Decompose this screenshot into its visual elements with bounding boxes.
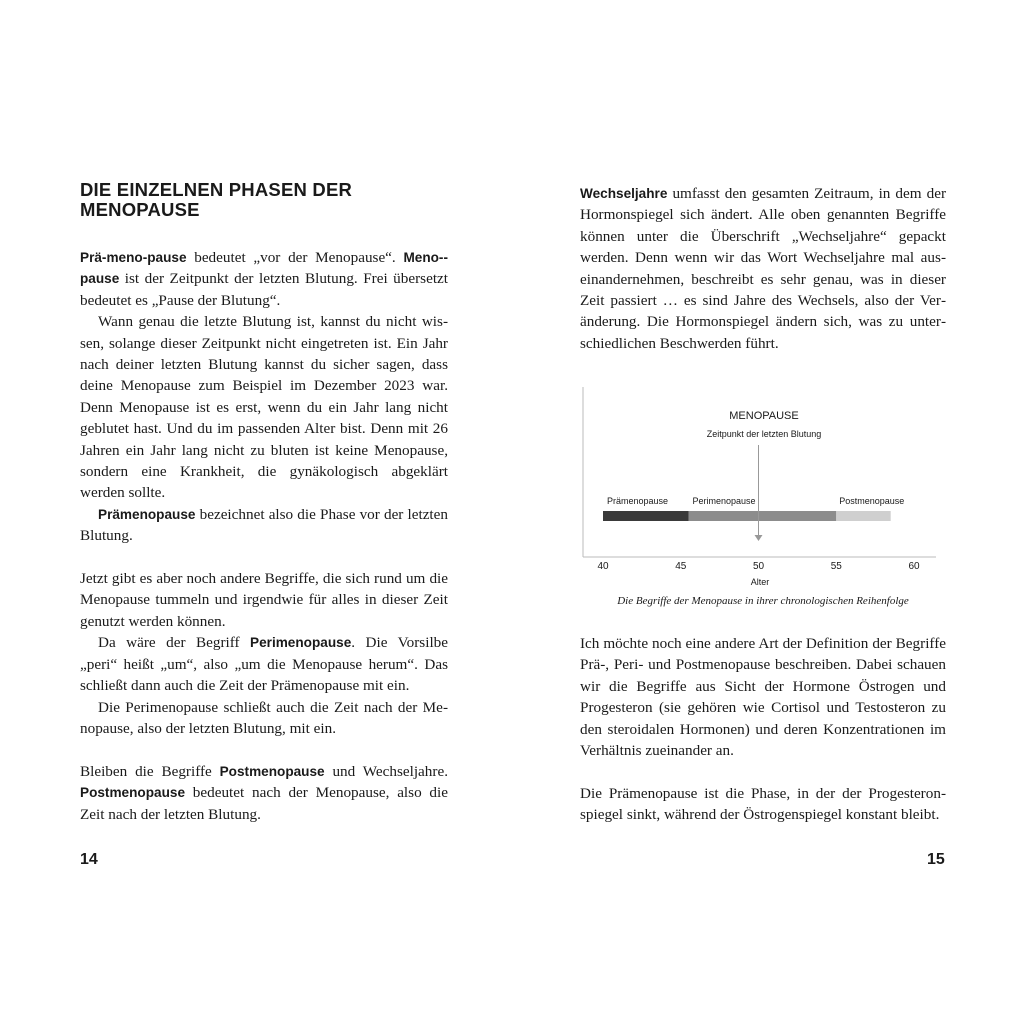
text: und Wechseljahre.: [324, 762, 448, 780]
paragraph-postmenopause: [80, 761, 448, 825]
term-perimenopause: Perimenopause: [250, 635, 352, 651]
text: Bleiben die Begriffe: [80, 762, 220, 780]
text: umfasst den gesamten Zeitraum, in dem der Hormonspiegel sich ändert. Alle oben genannten Begriffe können unter die Überschrift „Wechseljahre“ gepackt werden. Denn wenn wir das Wort Wechseljahre mal auseinandernehmen, beschreibt es sehr genau, was in dieser Zeit passiert … es sind Jahre des Wechsels, also der Veränderung. Die Hormonspiegel ändern sich, was zu unterschiedlichen Beschwerden führt.: [580, 185, 946, 352]
menopause-marker-arrow: [755, 535, 763, 541]
chapter-heading-line-2: MENOPAUSE: [80, 199, 200, 220]
text: ist der Zeitpunkt der letzten Blutung. Frei übersetzt bedeutet es „Pause der Blutung“.: [80, 270, 448, 309]
left-page-body: [80, 247, 448, 825]
paragraph-praemenopause-hormones: Die Prämenopause ist die Phase, in der der Progesteronspiegel sinkt, während der Östrogenspiegel konstant bleibt.: [580, 784, 946, 824]
term-postmenopause: Postmenopause: [80, 785, 185, 801]
segment-label-perimenopause: Perimenopause: [692, 496, 756, 506]
x-axis-label: Alter: [750, 577, 770, 585]
marker-title: MENOPAUSE: [729, 410, 799, 422]
term-postmenopause: Postmenopause: [219, 763, 325, 779]
term-wechseljahre: Wechseljahre: [580, 186, 668, 201]
page-number-left: 14: [80, 851, 98, 868]
x-tick-label: 50: [752, 561, 765, 572]
figure-caption: Die Begriffe der Menopause in ihrer chronologischen Reihenfolge: [617, 595, 909, 607]
x-tick-label: 60: [908, 561, 920, 572]
paragraph-perimenopause: [80, 632, 448, 696]
segment-label-postmenopause: Postmenopause: [839, 496, 905, 506]
term-praemenopause: Prä-meno-pause: [80, 250, 187, 265]
paragraph-praemenopause-summary: [80, 504, 448, 547]
term-menopause: Meno-pause: [80, 250, 448, 287]
segment-bar-perimenopause: [689, 511, 837, 521]
right-page-body-bottom: [580, 633, 946, 826]
paragraph-menopause-timing: Wann genau die letzte Blutung ist, kannst du nicht wissen, solange dieser Zeitpunkt nicht eingetreten ist. Ein Jahr nach deiner letzten Blutung kannst du sicher sagen, dass deine Menopause zum Beispiel im Dezember 2023 war. Denn Menopause ist es erst, wenn du ein Jahr lang nicht geblutet hast. Und du im passenden Alter bist. Denn mit 26 Jahren ein Jahr lang nicht zu bluten ist keine Menopause, sondern eine Krankheit, die gynäkologisch abgeklärt werden sollte.: [80, 313, 448, 502]
chapter-heading: [80, 180, 448, 220]
menopause-timeline-figure: [580, 385, 946, 585]
text: bezeichnet also die Phase vor der letzten Blutung.: [80, 505, 448, 545]
timeline-chart: [580, 385, 946, 585]
segment-label-prämenopause: Prämenopause: [607, 496, 669, 506]
page-number-right: 15: [927, 851, 945, 868]
marker-subtitle: Zeitpunkt der letzten Blutung: [706, 429, 822, 439]
x-tick-label: 40: [597, 561, 609, 572]
right-page-body-top: [580, 183, 946, 354]
text: Da wäre der Begriff: [98, 634, 251, 652]
paragraph-hormone-definition: Ich möchte noch eine andere Art der Definition der Begriffe Prä-, Peri- und Postmenopause beschreiben. Dabei schauen wir die Begriffe aus Sicht der Hormone Östrogen und Progesteron (sie gehören wie Cortisol und Testosteron zu den steroidalen Hormonen) und deren Konzentrationen im Verhältnis zueinander an.: [580, 635, 946, 760]
paragraph-wechseljahre: [580, 183, 946, 354]
segment-bar-postmenopause: [836, 511, 890, 521]
paragraph-praemenopause-definition: [80, 247, 448, 311]
segment-bar-prämenopause: [603, 511, 689, 521]
chapter-heading-line-1: DIE EINZELNEN PHASEN DER: [80, 179, 353, 200]
x-tick-label: 45: [675, 561, 687, 572]
paragraph-other-terms: Jetzt gibt es aber noch andere Begriffe, die sich rund um die Menopause tummeln und irgendwie für alles in dieser Zeit genutzt werden können.: [80, 570, 448, 630]
text: . Die Vorsilbe „peri“ heißt „um“, also „um die Menopause herum“. Das schließt dann auch die Zeit der Prämenopause mit ein.: [80, 634, 448, 695]
text: bedeutet „vor der Menopause“.: [186, 249, 404, 266]
text: bedeutet nach der Menopause, also die Zeit nach der letzten Blutung.: [80, 784, 448, 823]
paragraph-perimenopause-after: Die Perimenopause schließt auch die Zeit nach der Menopause, also der letzten Blutung, mit ein.: [80, 698, 448, 737]
x-tick-label: 55: [830, 561, 842, 572]
term-praemenopause: Prämenopause: [98, 506, 196, 522]
